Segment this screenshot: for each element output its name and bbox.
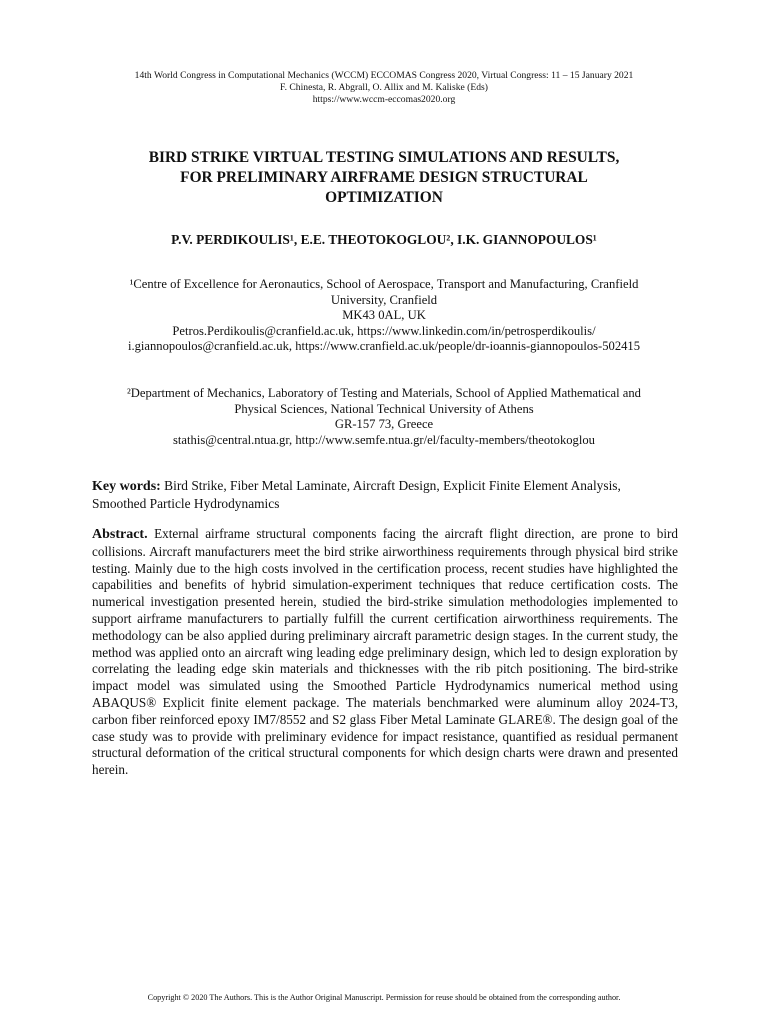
conference-url[interactable]: https://www.wccm-eccomas2020.org <box>312 94 456 105</box>
abstract-section <box>92 526 678 779</box>
affiliation-1 <box>40 277 728 355</box>
paper-title <box>84 148 684 208</box>
paper-title-line-2: FOR PRELIMINARY AIRFRAME DESIGN STRUCTURAL <box>180 169 588 186</box>
author-list: P.V. PERDIKOULIS¹, E.E. THEOTOKOGLOU², I.K. GIANNOPOULOS¹ <box>171 232 597 247</box>
affiliation-2-line-2: Physical Sciences, National Technical University of Athens <box>234 401 534 416</box>
affiliation-1-line-1: ¹Centre of Excellence for Aeronautics, School of Aerospace, Transport and Manufacturing, Cranfield <box>129 277 639 291</box>
keywords-label: Key words: <box>92 479 161 494</box>
paper-title-line-3: OPTIMIZATION <box>325 189 443 206</box>
affiliation-2-line-1: ²Department of Mechanics, Laboratory of Testing and Materials, School of Applied Mathematical and <box>127 386 641 400</box>
abstract-text: External airframe structural components facing the aircraft flight direction, are prone to bird collisions. Aircraft manufacturers meet the bird strike airworthiness requirements through physical bird strike testing. Mainly due to the high costs involved in the certification process, recent studies have highlighted the capabilities and benefits of hybrid simulation-experiment techniques that reduce certification costs. The numerical investigation presented herein, studied the bird-strike simulation methodologies implemented to support airframe manufacturers to partially fulfill the current certification airworthiness requirements. The methodology can be also applied during preliminary aircraft parametric design stages. In the current study, the method was applied onto an aircraft wing leading edge preliminary design, which led to design exploration by correlating the leading edge skin materials and thicknesses with the rib pitch positioning. The bird-strike impact model was simulated using the Smoothed Particle Hydrodynamics numerical method using ABAQUS® Explicit finite element package. The materials benchmarked were aluminum alloy 2024-T3, carbon fiber reinforced epoxy IM7/8552 and S2 glass Fiber Metal Laminate GLARE®. The design goal of the case study was to provide with preliminary evidence for impact resistance, quantified as residual permanent structural deformation of the critical structural components for which design charts were drawn and presented herein. <box>92 526 678 778</box>
affiliation-2 <box>40 386 728 448</box>
affiliation-2-contact[interactable]: stathis@central.ntua.gr, http://www.semfe.ntua.gr/el/faculty-members/theotokoglou <box>173 432 595 447</box>
affiliation-1-contact-1[interactable]: Petros.Perdikoulis@cranfield.ac.uk, https://www.linkedin.com/in/petrosperdikoulis/ <box>172 323 596 338</box>
abstract-label: Abstract. <box>92 527 148 542</box>
affiliation-1-line-2: University, Cranfield <box>330 292 438 307</box>
copyright-footer: Copyright © 2020 The Authors. This is the Author Original Manuscript. Permission for reuse should be obtained from the corresponding author. <box>147 993 621 1002</box>
conference-header <box>0 70 768 106</box>
keywords-text: Bird Strike, Fiber Metal Laminate, Aircraft Design, Explicit Finite Element Analysis, Smoothed Particle Hydrodynamics <box>92 478 621 511</box>
conference-editors: F. Chinesta, R. Abgrall, O. Allix and M. Kaliske (Eds) <box>280 82 488 93</box>
keywords-section <box>92 477 676 512</box>
affiliation-2-postcode: GR-157 73, Greece <box>334 417 434 431</box>
paper-title-line-1: BIRD STRIKE VIRTUAL TESTING SIMULATIONS AND RESULTS, <box>148 149 620 166</box>
conference-title: 14th World Congress in Computational Mechanics (WCCM) ECCOMAS Congress 2020, Virtual Congress: 11 – 15 January 2021 <box>134 70 634 81</box>
affiliation-1-contact-2[interactable]: i.giannopoulos@cranfield.ac.uk, https://www.cranfield.ac.uk/people/dr-ioannis-giannopoulos-502415 <box>127 339 641 353</box>
affiliation-1-postcode: MK43 0AL, UK <box>342 308 426 322</box>
